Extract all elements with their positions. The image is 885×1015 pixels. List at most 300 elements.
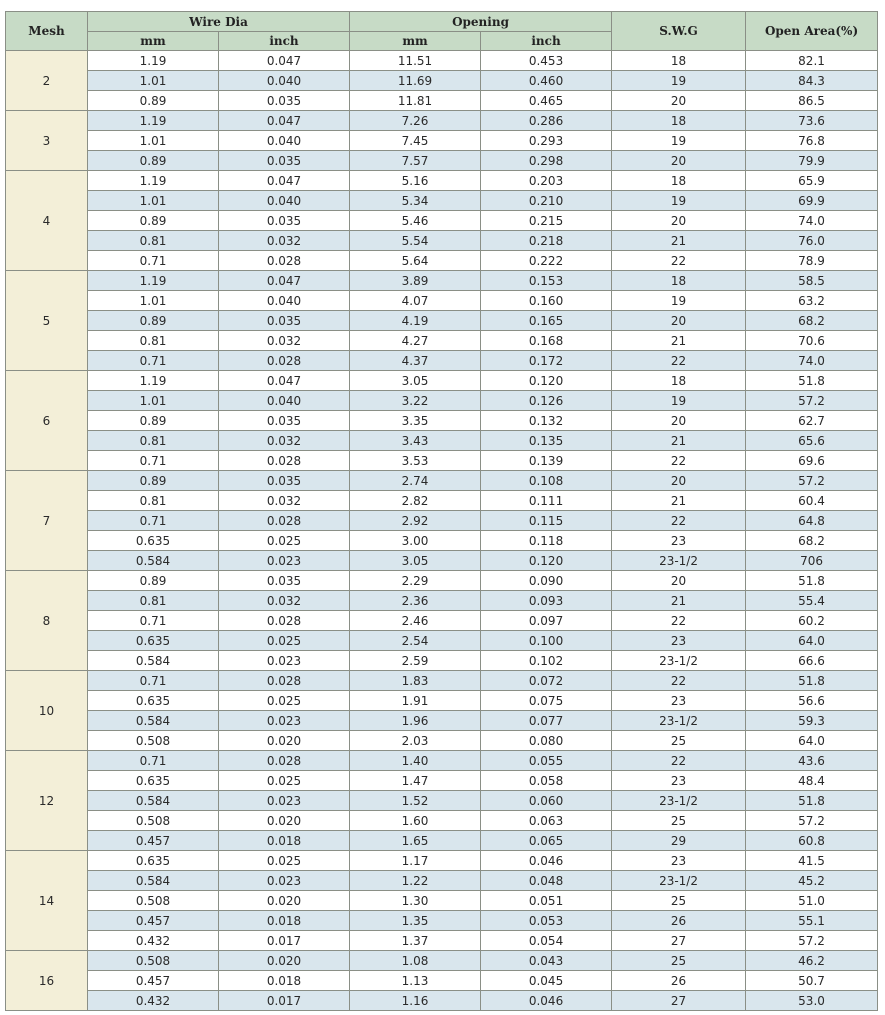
header-swg: S.W.G [612,12,746,51]
wire-dia-inch-cell: 0.028 [219,511,350,531]
opening-mm-cell: 2.74 [350,471,481,491]
swg-cell: 25 [612,731,746,751]
wire-dia-mm-cell: 0.635 [88,691,219,711]
opening-mm-cell: 2.03 [350,731,481,751]
open-area-cell: 51.8 [746,371,878,391]
wire-dia-inch-cell: 0.040 [219,71,350,91]
wire-dia-inch-cell: 0.047 [219,51,350,71]
wire-dia-mm-cell: 0.635 [88,631,219,651]
wire-dia-inch-cell: 0.028 [219,751,350,771]
swg-cell: 18 [612,111,746,131]
open-area-cell: 76.0 [746,231,878,251]
opening-mm-cell: 4.07 [350,291,481,311]
wire-dia-inch-cell: 0.025 [219,631,350,651]
swg-cell: 21 [612,491,746,511]
opening-mm-cell: 2.82 [350,491,481,511]
swg-cell: 21 [612,431,746,451]
opening-mm-cell: 1.47 [350,771,481,791]
mesh-cell: 6 [6,371,88,471]
table-row [6,511,878,531]
wire-dia-inch-cell: 0.047 [219,111,350,131]
open-area-cell: 56.6 [746,691,878,711]
opening-inch-cell: 0.135 [481,431,612,451]
wire-dia-mm-cell: 0.89 [88,571,219,591]
wire-dia-mm-cell: 0.635 [88,531,219,551]
mesh-cell: 12 [6,751,88,851]
wire-dia-mm-cell: 0.432 [88,991,219,1011]
open-area-cell: 55.4 [746,591,878,611]
wire-dia-mm-cell: 0.71 [88,671,219,691]
opening-mm-cell: 1.83 [350,671,481,691]
table-row [6,311,878,331]
opening-mm-cell: 1.96 [350,711,481,731]
opening-mm-cell: 1.08 [350,951,481,971]
open-area-cell: 63.2 [746,291,878,311]
table-row [6,911,878,931]
wire-dia-inch-cell: 0.025 [219,771,350,791]
wire-dia-mm-cell: 0.71 [88,611,219,631]
mesh-cell: 8 [6,571,88,671]
opening-inch-cell: 0.465 [481,91,612,111]
swg-cell: 18 [612,371,746,391]
swg-cell: 26 [612,911,746,931]
wire-dia-inch-cell: 0.020 [219,951,350,971]
swg-cell: 18 [612,271,746,291]
opening-inch-cell: 0.046 [481,851,612,871]
open-area-cell: 60.4 [746,491,878,511]
wire-dia-inch-cell: 0.023 [219,651,350,671]
swg-cell: 20 [612,211,746,231]
opening-mm-cell: 1.35 [350,911,481,931]
opening-inch-cell: 0.160 [481,291,612,311]
wire-dia-inch-cell: 0.035 [219,471,350,491]
open-area-cell: 57.2 [746,931,878,951]
table-row [6,711,878,731]
opening-inch-cell: 0.075 [481,691,612,711]
swg-cell: 25 [612,891,746,911]
wire-dia-mm-cell: 0.508 [88,891,219,911]
wire-dia-mm-cell: 0.584 [88,791,219,811]
wire-dia-inch-cell: 0.028 [219,251,350,271]
swg-cell: 22 [612,671,746,691]
wire-dia-mm-cell: 1.01 [88,191,219,211]
open-area-cell: 43.6 [746,751,878,771]
table-row [6,51,878,71]
swg-cell: 19 [612,391,746,411]
opening-mm-cell: 5.54 [350,231,481,251]
opening-inch-cell: 0.120 [481,371,612,391]
opening-mm-cell: 11.81 [350,91,481,111]
wire-dia-inch-cell: 0.023 [219,791,350,811]
opening-inch-cell: 0.065 [481,831,612,851]
opening-inch-cell: 0.153 [481,271,612,291]
wire-dia-mm-cell: 0.635 [88,851,219,871]
open-area-cell: 64.8 [746,511,878,531]
open-area-cell: 46.2 [746,951,878,971]
opening-mm-cell: 2.59 [350,651,481,671]
opening-inch-cell: 0.051 [481,891,612,911]
opening-mm-cell: 1.65 [350,831,481,851]
wire-dia-inch-cell: 0.023 [219,711,350,731]
swg-cell: 25 [612,951,746,971]
wire-dia-mm-cell: 0.584 [88,711,219,731]
opening-mm-cell: 1.52 [350,791,481,811]
table-row [6,571,878,591]
table-row [6,491,878,511]
open-area-cell: 57.2 [746,471,878,491]
swg-cell: 21 [612,331,746,351]
opening-inch-cell: 0.139 [481,451,612,471]
open-area-cell: 64.0 [746,731,878,751]
opening-mm-cell: 3.00 [350,531,481,551]
mesh-cell: 10 [6,671,88,751]
swg-cell: 18 [612,171,746,191]
open-area-cell: 706 [746,551,878,571]
wire-dia-mm-cell: 0.71 [88,451,219,471]
swg-cell: 23-1/2 [612,711,746,731]
swg-cell: 23-1/2 [612,651,746,671]
opening-inch-cell: 0.093 [481,591,612,611]
opening-mm-cell: 1.16 [350,991,481,1011]
opening-inch-cell: 0.453 [481,51,612,71]
open-area-cell: 57.2 [746,391,878,411]
header-wire-dia: Wire Dia [88,12,350,32]
table-body [6,51,878,1011]
mesh-cell: 14 [6,851,88,951]
opening-inch-cell: 0.063 [481,811,612,831]
table-row [6,651,878,671]
table-row [6,791,878,811]
table-row [6,211,878,231]
opening-mm-cell: 5.46 [350,211,481,231]
wire-dia-inch-cell: 0.040 [219,131,350,151]
opening-inch-cell: 0.111 [481,491,612,511]
opening-inch-cell: 0.054 [481,931,612,951]
open-area-cell: 65.6 [746,431,878,451]
open-area-cell: 60.8 [746,831,878,851]
table-row [6,531,878,551]
wire-dia-mm-cell: 1.01 [88,71,219,91]
swg-cell: 23 [612,691,746,711]
swg-cell: 23 [612,531,746,551]
wire-dia-mm-cell: 0.584 [88,651,219,671]
header-open-area: Open Area(%) [746,12,878,51]
opening-mm-cell: 7.45 [350,131,481,151]
swg-cell: 20 [612,571,746,591]
wire-dia-mm-cell: 0.71 [88,511,219,531]
swg-cell: 22 [612,451,746,471]
wire-dia-inch-cell: 0.035 [219,91,350,111]
swg-cell: 20 [612,411,746,431]
wire-dia-mm-cell: 0.89 [88,91,219,111]
wire-dia-inch-cell: 0.020 [219,731,350,751]
table-row [6,611,878,631]
table-row [6,671,878,691]
opening-mm-cell: 3.43 [350,431,481,451]
opening-mm-cell: 4.27 [350,331,481,351]
table-row [6,151,878,171]
wire-dia-inch-cell: 0.040 [219,391,350,411]
swg-cell: 25 [612,811,746,831]
swg-cell: 23-1/2 [612,871,746,891]
swg-cell: 23-1/2 [612,551,746,571]
swg-cell: 22 [612,611,746,631]
header-opening-inch: inch [481,32,612,51]
swg-cell: 19 [612,291,746,311]
swg-cell: 18 [612,51,746,71]
wire-dia-mm-cell: 1.19 [88,271,219,291]
header-wire-dia-inch: inch [219,32,350,51]
opening-mm-cell: 1.22 [350,871,481,891]
swg-cell: 23-1/2 [612,791,746,811]
table-row [6,631,878,651]
opening-mm-cell: 3.05 [350,551,481,571]
swg-cell: 26 [612,971,746,991]
table-row [6,431,878,451]
wire-dia-inch-cell: 0.032 [219,491,350,511]
wire-dia-mm-cell: 0.71 [88,751,219,771]
wire-dia-mm-cell: 0.457 [88,971,219,991]
table-row [6,471,878,491]
wire-dia-mm-cell: 0.81 [88,331,219,351]
open-area-cell: 58.5 [746,271,878,291]
wire-dia-mm-cell: 1.01 [88,131,219,151]
swg-cell: 23 [612,851,746,871]
wire-dia-inch-cell: 0.040 [219,291,350,311]
open-area-cell: 60.2 [746,611,878,631]
opening-inch-cell: 0.077 [481,711,612,731]
wire-dia-inch-cell: 0.018 [219,911,350,931]
opening-inch-cell: 0.060 [481,791,612,811]
table-row [6,171,878,191]
wire-dia-mm-cell: 0.89 [88,411,219,431]
open-area-cell: 57.2 [746,811,878,831]
table-row [6,91,878,111]
opening-mm-cell: 3.22 [350,391,481,411]
wire-dia-inch-cell: 0.047 [219,371,350,391]
open-area-cell: 51.0 [746,891,878,911]
swg-cell: 23 [612,631,746,651]
wire-dia-inch-cell: 0.025 [219,851,350,871]
table-row [6,891,878,911]
table-row [6,451,878,471]
wire-dia-inch-cell: 0.028 [219,351,350,371]
wire-dia-inch-cell: 0.032 [219,331,350,351]
wire-dia-mm-cell: 0.457 [88,831,219,851]
open-area-cell: 51.8 [746,571,878,591]
open-area-cell: 86.5 [746,91,878,111]
wire-dia-inch-cell: 0.035 [219,151,350,171]
swg-cell: 22 [612,751,746,771]
wire-dia-inch-cell: 0.023 [219,871,350,891]
table-row [6,991,878,1011]
wire-dia-mm-cell: 0.508 [88,731,219,751]
wire-dia-mm-cell: 0.71 [88,251,219,271]
wire-dia-inch-cell: 0.025 [219,691,350,711]
open-area-cell: 69.9 [746,191,878,211]
opening-mm-cell: 3.35 [350,411,481,431]
opening-mm-cell: 1.91 [350,691,481,711]
open-area-cell: 70.6 [746,331,878,351]
mesh-cell: 7 [6,471,88,571]
mesh-cell: 3 [6,111,88,171]
wire-dia-inch-cell: 0.018 [219,971,350,991]
swg-cell: 20 [612,471,746,491]
swg-cell: 23 [612,771,746,791]
open-area-cell: 73.6 [746,111,878,131]
opening-inch-cell: 0.053 [481,911,612,931]
opening-mm-cell: 4.19 [350,311,481,331]
opening-mm-cell: 1.13 [350,971,481,991]
open-area-cell: 64.0 [746,631,878,651]
table-header [6,12,878,51]
opening-mm-cell: 2.46 [350,611,481,631]
wire-dia-mm-cell: 1.01 [88,391,219,411]
opening-inch-cell: 0.203 [481,171,612,191]
wire-dia-mm-cell: 1.19 [88,171,219,191]
wire-dia-mm-cell: 0.89 [88,151,219,171]
swg-cell: 20 [612,151,746,171]
opening-inch-cell: 0.048 [481,871,612,891]
opening-mm-cell: 2.54 [350,631,481,651]
table-row [6,851,878,871]
table-row [6,411,878,431]
opening-mm-cell: 1.37 [350,931,481,951]
opening-inch-cell: 0.218 [481,231,612,251]
open-area-cell: 68.2 [746,531,878,551]
wire-dia-mm-cell: 0.635 [88,771,219,791]
opening-mm-cell: 2.36 [350,591,481,611]
swg-cell: 19 [612,71,746,91]
wire-dia-mm-cell: 0.508 [88,811,219,831]
table-row [6,231,878,251]
opening-inch-cell: 0.172 [481,351,612,371]
wire-dia-inch-cell: 0.032 [219,431,350,451]
wire-dia-inch-cell: 0.035 [219,411,350,431]
table-row [6,271,878,291]
table-row [6,551,878,571]
wire-dia-mm-cell: 0.81 [88,231,219,251]
table-row [6,751,878,771]
table-row [6,691,878,711]
wire-dia-mm-cell: 0.81 [88,491,219,511]
open-area-cell: 55.1 [746,911,878,931]
swg-cell: 21 [612,231,746,251]
table-row [6,111,878,131]
opening-mm-cell: 3.53 [350,451,481,471]
opening-mm-cell: 7.57 [350,151,481,171]
opening-mm-cell: 5.64 [350,251,481,271]
wire-dia-inch-cell: 0.028 [219,451,350,471]
wire-dia-inch-cell: 0.047 [219,271,350,291]
opening-inch-cell: 0.102 [481,651,612,671]
open-area-cell: 69.6 [746,451,878,471]
wire-dia-inch-cell: 0.018 [219,831,350,851]
wire-dia-inch-cell: 0.028 [219,671,350,691]
opening-inch-cell: 0.097 [481,611,612,631]
opening-inch-cell: 0.293 [481,131,612,151]
swg-cell: 21 [612,591,746,611]
wire-dia-mm-cell: 1.19 [88,371,219,391]
wire-dia-mm-cell: 0.71 [88,351,219,371]
mesh-cell: 5 [6,271,88,371]
opening-inch-cell: 0.108 [481,471,612,491]
open-area-cell: 41.5 [746,851,878,871]
wire-dia-mm-cell: 0.89 [88,211,219,231]
opening-inch-cell: 0.045 [481,971,612,991]
swg-cell: 22 [612,351,746,371]
opening-mm-cell: 11.69 [350,71,481,91]
opening-inch-cell: 0.115 [481,511,612,531]
opening-inch-cell: 0.210 [481,191,612,211]
wire-dia-mm-cell: 0.584 [88,871,219,891]
wire-dia-inch-cell: 0.020 [219,811,350,831]
wire-dia-inch-cell: 0.035 [219,571,350,591]
wire-dia-mm-cell: 1.19 [88,111,219,131]
swg-cell: 27 [612,991,746,1011]
opening-mm-cell: 5.34 [350,191,481,211]
wire-dia-inch-cell: 0.025 [219,531,350,551]
opening-inch-cell: 0.043 [481,951,612,971]
wire-dia-mm-cell: 0.89 [88,311,219,331]
open-area-cell: 74.0 [746,211,878,231]
opening-inch-cell: 0.058 [481,771,612,791]
wire-dia-mm-cell: 0.81 [88,591,219,611]
swg-cell: 20 [612,311,746,331]
open-area-cell: 78.9 [746,251,878,271]
open-area-cell: 51.8 [746,671,878,691]
open-area-cell: 65.9 [746,171,878,191]
opening-inch-cell: 0.055 [481,751,612,771]
table-row [6,391,878,411]
swg-cell: 22 [612,251,746,271]
table-row [6,771,878,791]
open-area-cell: 84.3 [746,71,878,91]
open-area-cell: 66.6 [746,651,878,671]
open-area-cell: 68.2 [746,311,878,331]
table-row [6,931,878,951]
opening-inch-cell: 0.298 [481,151,612,171]
header-opening-mm: mm [350,32,481,51]
mesh-cell: 2 [6,51,88,111]
open-area-cell: 59.3 [746,711,878,731]
wire-dia-inch-cell: 0.017 [219,931,350,951]
wire-dia-mm-cell: 0.432 [88,931,219,951]
open-area-cell: 51.8 [746,791,878,811]
wire-dia-inch-cell: 0.047 [219,171,350,191]
opening-inch-cell: 0.120 [481,551,612,571]
opening-mm-cell: 7.26 [350,111,481,131]
opening-mm-cell: 5.16 [350,171,481,191]
opening-inch-cell: 0.460 [481,71,612,91]
open-area-cell: 45.2 [746,871,878,891]
open-area-cell: 82.1 [746,51,878,71]
opening-mm-cell: 1.40 [350,751,481,771]
opening-mm-cell: 11.51 [350,51,481,71]
opening-mm-cell: 2.29 [350,571,481,591]
table-row [6,591,878,611]
opening-mm-cell: 1.60 [350,811,481,831]
wire-dia-inch-cell: 0.020 [219,891,350,911]
wire-dia-mm-cell: 0.457 [88,911,219,931]
table-row [6,971,878,991]
opening-inch-cell: 0.132 [481,411,612,431]
table-row [6,291,878,311]
swg-cell: 19 [612,131,746,151]
opening-inch-cell: 0.118 [481,531,612,551]
opening-inch-cell: 0.046 [481,991,612,1011]
open-area-cell: 79.9 [746,151,878,171]
